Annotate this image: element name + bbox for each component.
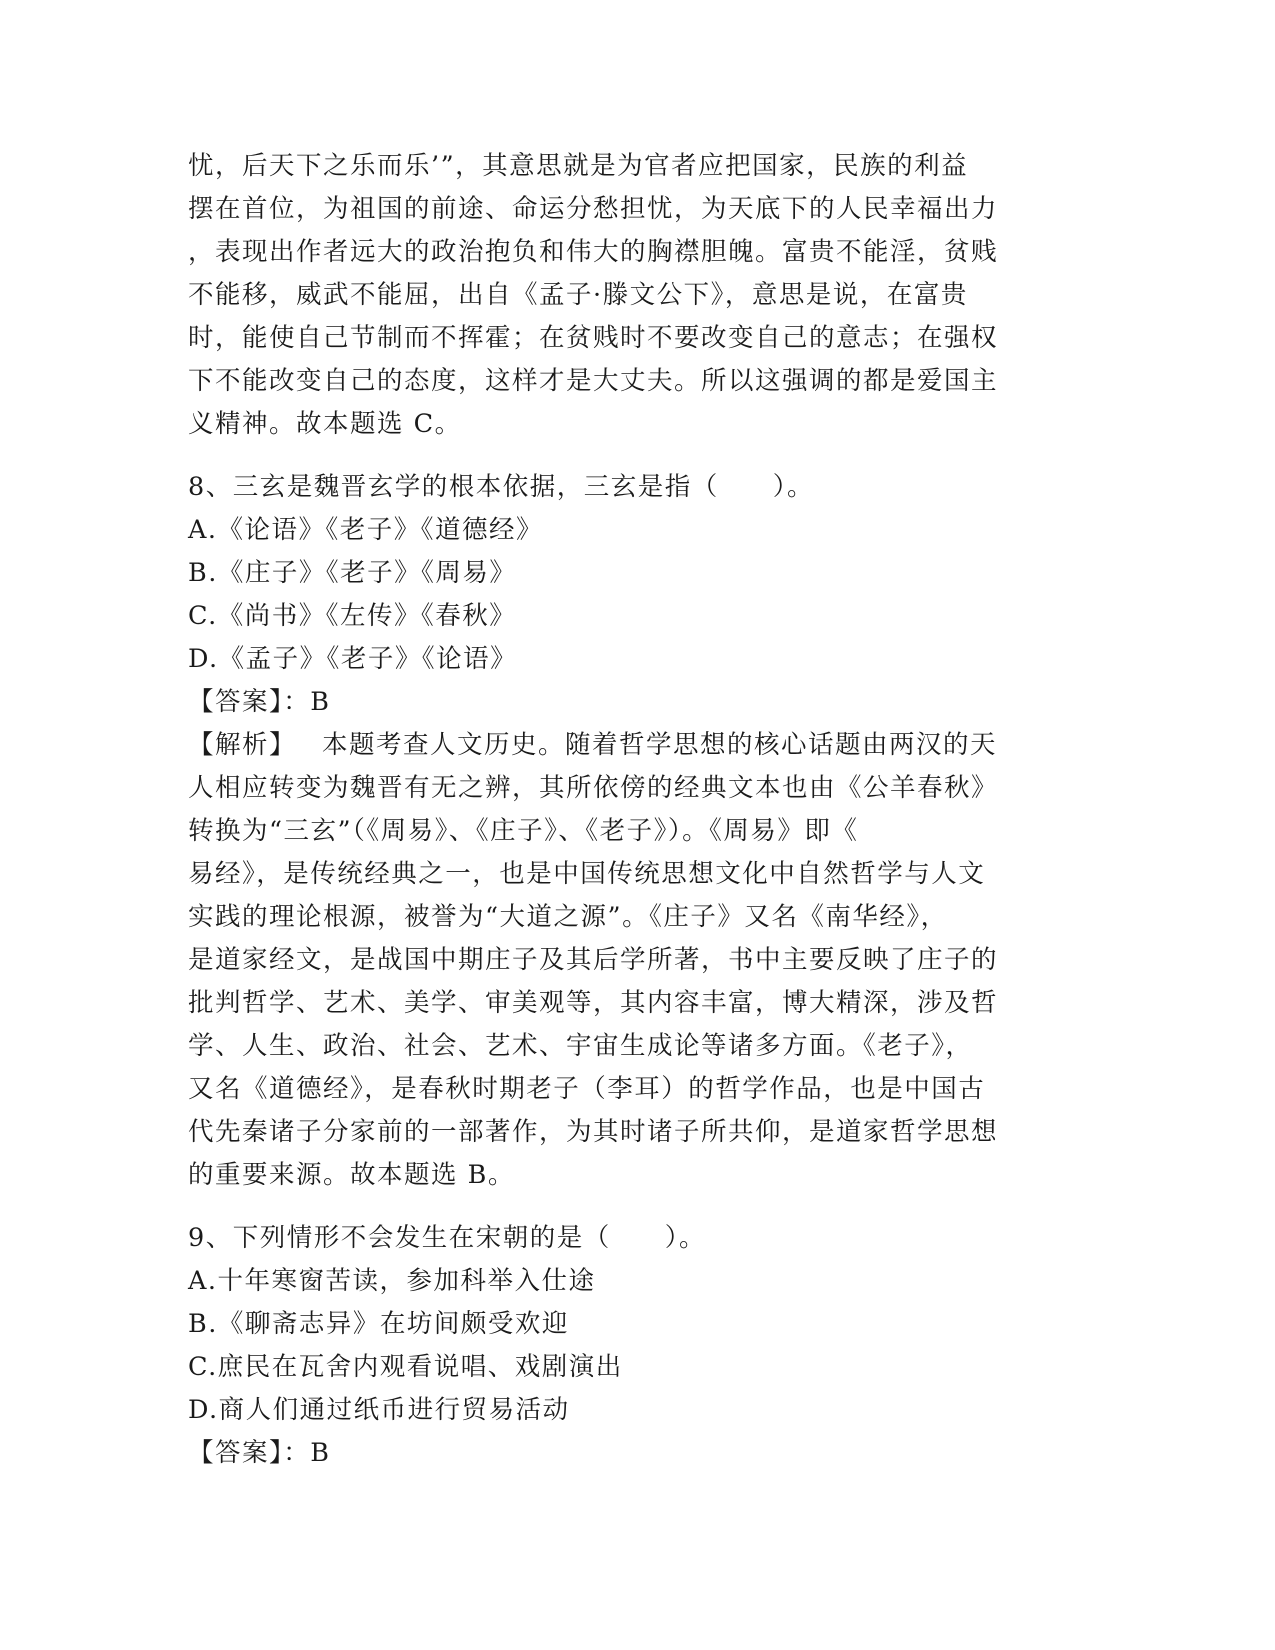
option-c: C.庶民在瓦舍内观看说唱、戏剧演出 <box>188 1352 623 1382</box>
analysis-line: 实践的理论根源，被誉为“大道之源”。《庄子》又名《南华经》， <box>188 902 948 932</box>
analysis-line: 又名《道德经》，是春秋时期老子（李耳）的哲学作品，也是中国古 <box>188 1074 986 1104</box>
option-b: B.《聊斋志异》在坊间颇受欢迎 <box>188 1309 569 1339</box>
analysis-line: 不能移，威武不能屈，出自《孟子·滕文公下》，意思是说，在富贵 <box>188 280 968 310</box>
analysis-line: 批判哲学、艺术、美学、审美观等，其内容丰富，博大精深，涉及哲 <box>188 988 999 1018</box>
analysis-line: 转换为“三玄”（《周易》、《庄子》、《老子》）。《周易》即《 <box>188 816 859 846</box>
answer-line: 【答案】：B <box>188 687 331 717</box>
answer-line: 【答案】：B <box>188 1438 331 1468</box>
page-content <box>188 145 1068 1475</box>
analysis-line: 忧，后天下之乐而乐’”，其意思就是为官者应把国家，民族的利益 <box>188 151 969 181</box>
option-a: A.《论语》《老子》《道德经》 <box>188 515 544 545</box>
previous-analysis <box>188 145 1068 446</box>
analysis-label: 【解析】 <box>188 730 297 760</box>
analysis-line: ，表现出作者远大的政治抱负和伟大的胸襟胆魄。富贵不能淫，贫贱 <box>188 237 999 267</box>
question-8 <box>188 466 1068 1197</box>
analysis-line: 时，能使自己节制而不挥霍；在贫贱时不要改变自己的意志；在强权 <box>188 323 999 353</box>
analysis-line: 下不能改变自己的态度，这样才是大丈夫。所以这强调的都是爱国主 <box>188 366 999 396</box>
analysis-line: 摆在首位，为祖国的前途、命运分愁担忧，为天底下的人民幸福出力 <box>188 194 999 224</box>
analysis-line: 代先秦诸子分家前的一部著作，为其时诸子所共仰，是道家哲学思想 <box>188 1117 999 1147</box>
question-text: 9、下列情形不会发生在宋朝的是（ ）。 <box>188 1223 706 1253</box>
option-c: C.《尚书》《左传》《春秋》 <box>188 601 517 631</box>
analysis-line: 是道家经文，是战国中期庄子及其后学所著，书中主要反映了庄子的 <box>188 945 999 975</box>
question-9 <box>188 1217 1068 1475</box>
option-d: D.商人们通过纸币进行贸易活动 <box>188 1395 570 1425</box>
analysis-line: 易经》，是传统经典之一，也是中国传统思想文化中自然哲学与人文 <box>188 859 986 889</box>
analysis-first-line <box>188 724 1068 767</box>
option-d: D.《孟子》《老子》《论语》 <box>188 644 518 674</box>
analysis-line: 人相应转变为魏晋有无之辨，其所依傍的经典文本也由《公羊春秋》 <box>188 773 999 803</box>
analysis-text: 本题考查人文历史。随着哲学思想的核心话题由两汉的天 <box>322 730 998 760</box>
analysis-line: 义精神。故本题选 C。 <box>188 409 462 439</box>
option-b: B.《庄子》《老子》《周易》 <box>188 558 517 588</box>
question-text: 8、三玄是魏晋玄学的根本依据，三玄是指（ ）。 <box>188 472 814 502</box>
analysis-line: 的重要来源。故本题选 B。 <box>188 1160 515 1190</box>
analysis-line: 学、人生、政治、社会、艺术、宇宙生成论等诸多方面。《老子》， <box>188 1031 973 1061</box>
option-a: A.十年寒窗苦读，参加科举入仕途 <box>188 1266 596 1296</box>
